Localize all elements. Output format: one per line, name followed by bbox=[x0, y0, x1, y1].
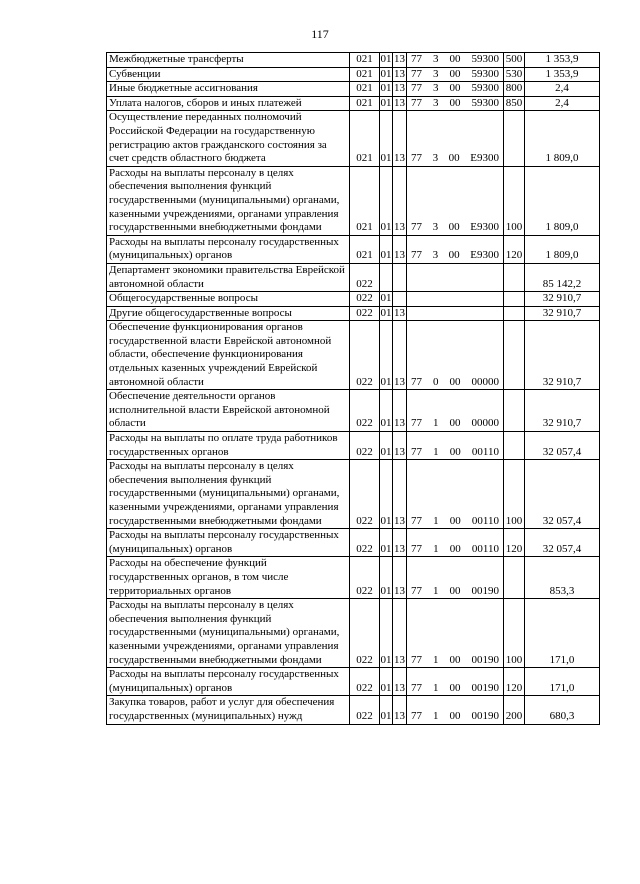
row-sum: 680,3 bbox=[525, 696, 600, 724]
budget-table bbox=[106, 52, 600, 725]
row-name bbox=[107, 53, 350, 68]
row-vr bbox=[504, 321, 525, 390]
row-gr: 022 bbox=[350, 696, 380, 724]
table-row bbox=[107, 306, 600, 321]
row-name-text: Расходы на выплаты персоналу государственных (муниципальных) органов bbox=[109, 668, 339, 694]
row-vr: 120 bbox=[504, 235, 525, 263]
row-vr bbox=[504, 263, 525, 291]
row-name-text: Субвенции bbox=[109, 67, 161, 80]
csr-main-event: 00 bbox=[448, 249, 460, 262]
row-vr bbox=[504, 432, 525, 460]
csr-subprogram: 3 bbox=[433, 82, 439, 95]
row-pr bbox=[393, 292, 407, 307]
row-sum: 1 809,0 bbox=[525, 111, 600, 166]
row-csr bbox=[407, 599, 504, 668]
csr-subprogram: 0 bbox=[433, 375, 439, 388]
table-row bbox=[107, 321, 600, 390]
table-row bbox=[107, 432, 600, 460]
table-row bbox=[107, 235, 600, 263]
row-vr bbox=[504, 306, 525, 321]
row-csr bbox=[407, 306, 504, 321]
row-vr: 530 bbox=[504, 67, 525, 82]
csr-program: 77 bbox=[411, 82, 422, 95]
row-vr: 120 bbox=[504, 668, 525, 696]
row-rz: 01 bbox=[380, 432, 393, 460]
row-name bbox=[107, 460, 350, 529]
row-name bbox=[107, 292, 350, 307]
csr-program: 77 bbox=[411, 681, 422, 694]
row-gr: 022 bbox=[350, 432, 380, 460]
row-vr: 850 bbox=[504, 96, 525, 111]
row-name bbox=[107, 263, 350, 291]
csr-direction: 00190 bbox=[471, 653, 499, 666]
row-csr bbox=[407, 82, 504, 97]
row-name bbox=[107, 166, 350, 235]
row-gr: 021 bbox=[350, 235, 380, 263]
row-name bbox=[107, 557, 350, 599]
row-pr: 13 bbox=[393, 432, 407, 460]
row-rz: 01 bbox=[380, 557, 393, 599]
row-gr: 022 bbox=[350, 599, 380, 668]
row-csr bbox=[407, 67, 504, 82]
row-name-text: Расходы на выплаты персоналу в целях обеспечения выполнения функций государственными (муниципальными) органами, казенными учреждениями, органами управления государственными внебюджетными фондами bbox=[109, 460, 340, 527]
csr-program: 77 bbox=[411, 584, 422, 597]
row-rz: 01 bbox=[380, 53, 393, 68]
row-sum: 171,0 bbox=[525, 668, 600, 696]
csr-main-event: 00 bbox=[449, 417, 461, 430]
csr-direction: 59300 bbox=[471, 82, 499, 95]
row-csr bbox=[407, 432, 504, 460]
row-name-text: Расходы на обеспечение функций государственных органов, в том числе территориальных органов bbox=[109, 557, 289, 597]
row-name bbox=[107, 111, 350, 166]
csr-main-event: 00 bbox=[449, 542, 461, 555]
row-name-text: Обеспечение деятельности органов исполнительной власти Еврейской автономной области bbox=[109, 390, 330, 430]
row-sum: 32 057,4 bbox=[525, 529, 600, 557]
row-gr: 022 bbox=[350, 321, 380, 390]
row-csr bbox=[407, 111, 504, 166]
row-csr bbox=[407, 235, 504, 263]
row-name bbox=[107, 306, 350, 321]
row-gr: 022 bbox=[350, 668, 380, 696]
row-gr: 021 bbox=[350, 96, 380, 111]
row-name bbox=[107, 529, 350, 557]
row-name bbox=[107, 390, 350, 432]
csr-main-event: 00 bbox=[449, 514, 461, 527]
csr-main-event: 00 bbox=[449, 709, 461, 722]
row-name-text: Расходы на выплаты персоналу в целях обеспечения выполнения функций государственными (муниципальными) органами, казенными учреждениями, органами управления государственными внебюджетными фондами bbox=[109, 599, 340, 666]
row-csr bbox=[407, 696, 504, 724]
row-rz: 01 bbox=[380, 460, 393, 529]
row-vr: 100 bbox=[504, 166, 525, 235]
row-name-text: Общегосударственные вопросы bbox=[109, 292, 258, 305]
table-row bbox=[107, 67, 600, 82]
row-name bbox=[107, 82, 350, 97]
row-csr bbox=[407, 460, 504, 529]
table-row bbox=[107, 529, 600, 557]
csr-direction: 00000 bbox=[471, 375, 499, 388]
row-name-text: Расходы на выплаты персоналу государственных (муниципальных) органов bbox=[109, 235, 339, 262]
row-rz: 01 bbox=[380, 696, 393, 724]
csr-direction: 59300 bbox=[471, 53, 499, 65]
row-pr: 13 bbox=[393, 557, 407, 599]
row-gr: 021 bbox=[350, 82, 380, 97]
row-gr: 022 bbox=[350, 292, 380, 307]
csr-program: 77 bbox=[411, 96, 422, 109]
csr-subprogram: 3 bbox=[433, 53, 439, 65]
row-csr bbox=[407, 529, 504, 557]
row-gr: 021 bbox=[350, 111, 380, 166]
row-gr: 022 bbox=[350, 390, 380, 432]
row-rz: 01 bbox=[380, 82, 393, 97]
csr-direction: 00000 bbox=[471, 417, 499, 430]
csr-subprogram: 3 bbox=[432, 152, 439, 165]
row-name-text: Осуществление переданных полномочий Российской Федерации на государственную регистрацию актов гражданского состояния за счет средств областного бюджета bbox=[109, 111, 327, 165]
row-vr bbox=[504, 390, 525, 432]
row-name bbox=[107, 599, 350, 668]
csr-main-event: 00 bbox=[449, 653, 461, 666]
row-csr bbox=[407, 321, 504, 390]
row-sum: 1 353,9 bbox=[525, 53, 600, 68]
row-sum: 1 809,0 bbox=[525, 166, 600, 235]
row-sum: 32 910,7 bbox=[525, 292, 600, 307]
row-sum: 85 142,2 bbox=[525, 263, 600, 291]
csr-main-event: 00 bbox=[449, 375, 461, 388]
csr-subprogram: 3 bbox=[433, 67, 439, 80]
csr-program: 77 bbox=[411, 152, 422, 165]
row-pr: 13 bbox=[393, 599, 407, 668]
csr-direction: 59300 bbox=[471, 96, 499, 109]
row-sum: 1 353,9 bbox=[525, 67, 600, 82]
row-pr bbox=[393, 263, 407, 291]
row-vr bbox=[504, 557, 525, 599]
csr-main-event: 00 bbox=[448, 221, 460, 234]
row-vr: 200 bbox=[504, 696, 525, 724]
row-csr bbox=[407, 292, 504, 307]
table-row bbox=[107, 96, 600, 111]
row-gr: 021 bbox=[350, 166, 380, 235]
csr-subprogram: 1 bbox=[433, 709, 439, 722]
csr-direction: 00110 bbox=[471, 514, 499, 527]
row-pr: 13 bbox=[393, 321, 407, 390]
row-rz: 01 bbox=[380, 235, 393, 263]
row-rz: 01 bbox=[380, 67, 393, 82]
row-csr bbox=[407, 263, 504, 291]
csr-direction: 00190 bbox=[471, 584, 499, 597]
csr-subprogram: 3 bbox=[433, 96, 439, 109]
csr-direction: 00110 bbox=[471, 445, 499, 458]
row-name-text: Уплата налогов, сборов и иных платежей bbox=[109, 96, 302, 109]
row-pr: 13 bbox=[393, 235, 407, 263]
csr-program: 77 bbox=[411, 375, 422, 388]
row-name-text: Другие общегосударственные вопросы bbox=[109, 306, 292, 319]
row-name bbox=[107, 321, 350, 390]
row-pr: 13 bbox=[393, 67, 407, 82]
row-sum: 32 910,7 bbox=[525, 306, 600, 321]
row-gr: 021 bbox=[350, 67, 380, 82]
table-row bbox=[107, 696, 600, 724]
csr-subprogram: 1 bbox=[433, 653, 439, 666]
csr-main-event: 00 bbox=[449, 96, 461, 109]
csr-main-event: 00 bbox=[449, 681, 461, 694]
row-name-text: Департамент экономики правительства Еврейской автономной области bbox=[109, 263, 345, 290]
row-sum: 171,0 bbox=[525, 599, 600, 668]
row-rz: 01 bbox=[380, 668, 393, 696]
row-rz: 01 bbox=[380, 306, 393, 321]
csr-program: 77 bbox=[411, 67, 422, 80]
row-pr: 13 bbox=[393, 390, 407, 432]
csr-direction: E9300 bbox=[470, 152, 499, 165]
row-pr: 13 bbox=[393, 96, 407, 111]
csr-subprogram: 1 bbox=[433, 542, 439, 555]
row-name-text: Иные бюджетные ассигнования bbox=[109, 82, 258, 95]
row-gr: 022 bbox=[350, 557, 380, 599]
row-vr bbox=[504, 292, 525, 307]
csr-program: 77 bbox=[411, 514, 422, 527]
row-vr: 500 bbox=[504, 53, 525, 68]
row-name-text: Обеспечение функционирования органов государственной власти Еврейской автономной области, обеспечение функционирования отдельных казенных учреждений Еврейской автономной области bbox=[109, 321, 332, 388]
row-rz bbox=[380, 263, 393, 291]
csr-program: 77 bbox=[411, 445, 422, 458]
row-rz: 01 bbox=[380, 111, 393, 166]
csr-main-event: 00 bbox=[449, 82, 461, 95]
csr-program: 77 bbox=[411, 542, 422, 555]
row-sum: 32 057,4 bbox=[525, 460, 600, 529]
row-csr bbox=[407, 390, 504, 432]
row-rz: 01 bbox=[380, 166, 393, 235]
row-pr: 13 bbox=[393, 696, 407, 724]
row-rz: 01 bbox=[380, 321, 393, 390]
row-name bbox=[107, 668, 350, 696]
csr-main-event: 00 bbox=[448, 152, 460, 165]
row-sum: 2,4 bbox=[525, 96, 600, 111]
table-row bbox=[107, 82, 600, 97]
row-rz: 01 bbox=[380, 96, 393, 111]
row-gr: 022 bbox=[350, 529, 380, 557]
row-rz: 01 bbox=[380, 390, 393, 432]
row-gr: 022 bbox=[350, 460, 380, 529]
row-rz: 01 bbox=[380, 292, 393, 307]
row-name bbox=[107, 67, 350, 82]
csr-subprogram: 1 bbox=[433, 681, 439, 694]
row-name bbox=[107, 432, 350, 460]
row-pr: 13 bbox=[393, 668, 407, 696]
row-vr: 800 bbox=[504, 82, 525, 97]
table-row bbox=[107, 557, 600, 599]
table-row bbox=[107, 263, 600, 291]
csr-main-event: 00 bbox=[449, 445, 461, 458]
csr-program: 77 bbox=[411, 221, 422, 234]
page-number: 117 bbox=[311, 27, 329, 41]
csr-direction: E9300 bbox=[470, 221, 499, 234]
row-csr bbox=[407, 557, 504, 599]
table-row bbox=[107, 111, 600, 166]
row-name-text: Закупка товаров, работ и услуг для обеспечения государственных (муниципальных) нужд bbox=[109, 696, 335, 722]
row-gr: 022 bbox=[350, 263, 380, 291]
row-vr: 120 bbox=[504, 529, 525, 557]
row-vr bbox=[504, 111, 525, 166]
table-row bbox=[107, 460, 600, 529]
csr-direction: 00190 bbox=[471, 709, 499, 722]
table-row bbox=[107, 668, 600, 696]
table-row bbox=[107, 292, 600, 307]
row-name-text: Межбюджетные трансферты bbox=[109, 53, 244, 65]
csr-subprogram: 1 bbox=[433, 584, 439, 597]
row-name-text: Расходы на выплаты по оплате труда работников государственных органов bbox=[109, 432, 338, 458]
csr-subprogram: 1 bbox=[433, 417, 439, 430]
csr-program: 77 bbox=[411, 417, 422, 430]
csr-main-event: 00 bbox=[449, 584, 461, 597]
row-pr: 13 bbox=[393, 53, 407, 68]
row-pr: 13 bbox=[393, 529, 407, 557]
row-sum: 853,3 bbox=[525, 557, 600, 599]
row-pr: 13 bbox=[393, 166, 407, 235]
row-vr: 100 bbox=[504, 599, 525, 668]
csr-direction: E9300 bbox=[470, 249, 499, 262]
row-pr: 13 bbox=[393, 460, 407, 529]
csr-subprogram: 1 bbox=[433, 514, 439, 527]
row-csr bbox=[407, 53, 504, 68]
row-name bbox=[107, 696, 350, 724]
csr-program: 77 bbox=[411, 249, 422, 262]
row-csr bbox=[407, 668, 504, 696]
row-name bbox=[107, 235, 350, 263]
row-pr: 13 bbox=[393, 306, 407, 321]
row-gr: 022 bbox=[350, 306, 380, 321]
csr-direction: 00190 bbox=[471, 681, 499, 694]
row-gr: 021 bbox=[350, 53, 380, 68]
csr-main-event: 00 bbox=[449, 67, 461, 80]
csr-subprogram: 3 bbox=[432, 249, 439, 262]
row-rz: 01 bbox=[380, 529, 393, 557]
row-name-text: Расходы на выплаты персоналу в целях обеспечения выполнения функций государственными (муниципальными) органами, казенными учреждениями, органами управления государственными внебюджетными фондами bbox=[109, 166, 340, 234]
table-row bbox=[107, 599, 600, 668]
table-row bbox=[107, 390, 600, 432]
row-sum: 2,4 bbox=[525, 82, 600, 97]
row-sum: 32 910,7 bbox=[525, 321, 600, 390]
row-sum: 32 910,7 bbox=[525, 390, 600, 432]
row-csr bbox=[407, 96, 504, 111]
csr-program: 77 bbox=[411, 53, 422, 65]
csr-subprogram: 3 bbox=[432, 221, 439, 234]
csr-direction: 59300 bbox=[471, 67, 499, 80]
csr-main-event: 00 bbox=[449, 53, 461, 65]
table-row bbox=[107, 166, 600, 235]
csr-direction: 00110 bbox=[471, 542, 499, 555]
csr-program: 77 bbox=[411, 653, 422, 666]
row-sum: 1 809,0 bbox=[525, 235, 600, 263]
table-row bbox=[107, 53, 600, 68]
csr-program: 77 bbox=[411, 709, 422, 722]
csr-subprogram: 1 bbox=[433, 445, 439, 458]
row-rz: 01 bbox=[380, 599, 393, 668]
row-sum: 32 057,4 bbox=[525, 432, 600, 460]
row-vr: 100 bbox=[504, 460, 525, 529]
row-csr bbox=[407, 166, 504, 235]
row-name-text: Расходы на выплаты персоналу государственных (муниципальных) органов bbox=[109, 529, 339, 555]
row-pr: 13 bbox=[393, 111, 407, 166]
row-name bbox=[107, 96, 350, 111]
row-pr: 13 bbox=[393, 82, 407, 97]
